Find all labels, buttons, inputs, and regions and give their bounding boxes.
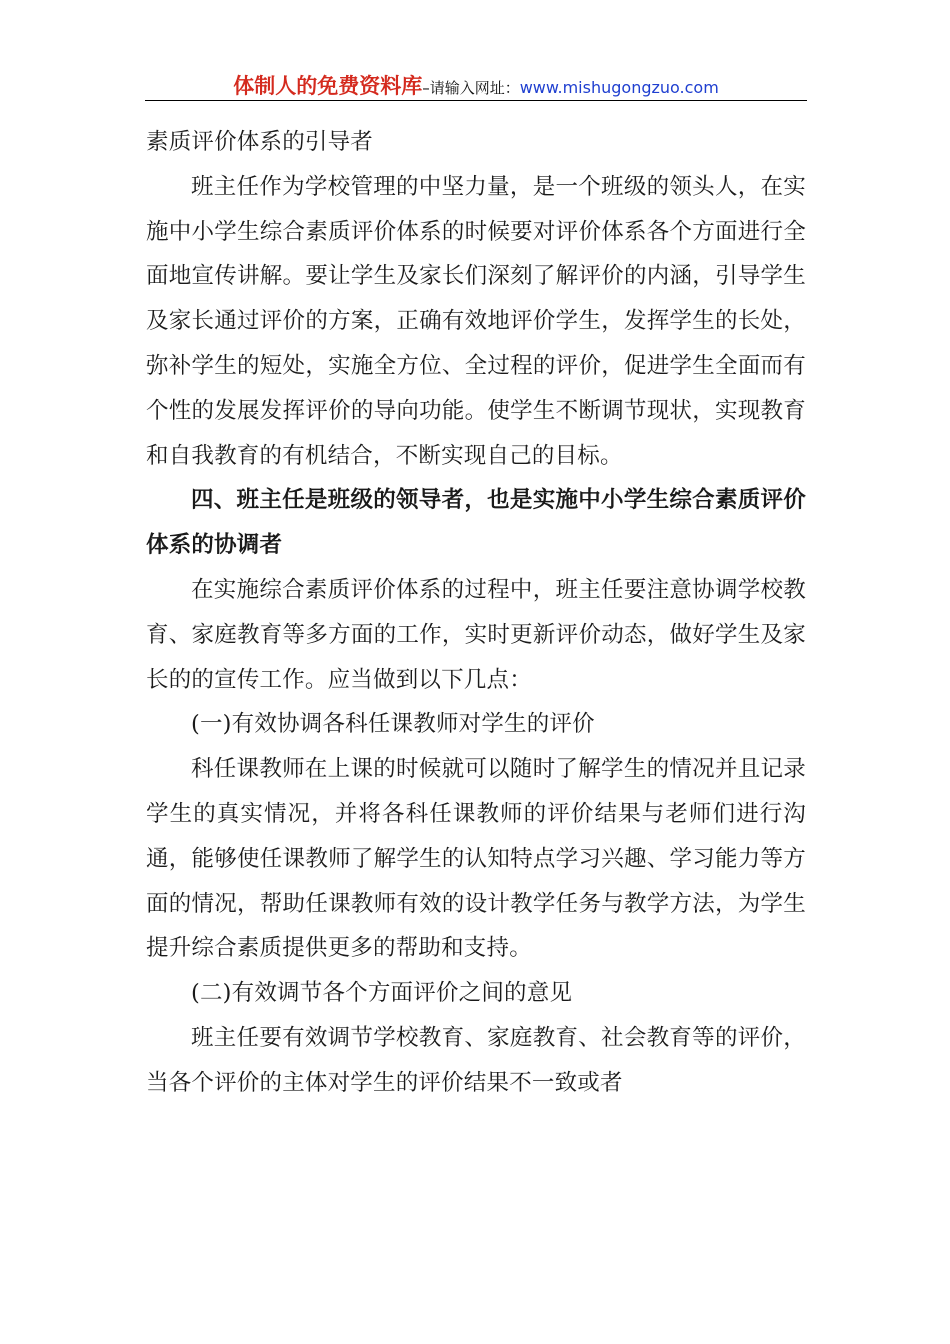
- section-heading: 四、班主任是班级的领导者，也是实施中小学生综合素质评价体系的协调者: [146, 487, 806, 559]
- url-prompt: –请输入网址：: [422, 79, 520, 97]
- document-body: [146, 120, 806, 1106]
- sub-heading: (一)有效协调各科任课教师对学生的评价: [191, 711, 595, 738]
- body-paragraph: 班主任要有效调节学校教育、家庭教育、社会教育等的评价，当各个评价的主体对学生的评价结果不一致或者: [146, 1024, 806, 1096]
- page-header: [145, 70, 807, 101]
- site-url-link[interactable]: www.mishugongzuo.com: [519, 78, 719, 97]
- body-paragraph: 在实施综合素质评价体系的过程中，班主任要注意协调学校教育、家庭教育等多方面的工作，实时更新评价动态，做好学生及家长的的宣传工作。应当做到以下几点：: [146, 576, 806, 693]
- section-heading-continuation: 素质评价体系的引导者: [146, 129, 374, 155]
- body-paragraph: 班主任作为学校管理的中坚力量，是一个班级的领头人，在实施中小学生综合素质评价体系的时候要对评价体系各个方面进行全面地宣传讲解。要让学生及家长们深刻了解评价的内涵，引导学生及家长通过评价的方案，正确有效地评价学生，发挥学生的长处，弥补学生的短处，实施全方位、全过程的评价，促进学生全面而有个性的发展发挥评价的导向功能。使学生不断调节现状，实现教育和自我教育的有机结合，不断实现自己的目标。: [146, 173, 806, 469]
- sub-heading: (二)有效调节各个方面评价之间的意见: [191, 980, 573, 1007]
- body-paragraph: 科任课教师在上课的时候就可以随时了解学生的情况并且记录学生的真实情况，并将各科任课教师的评价结果与老师们进行沟通，能够使任课教师了解学生的认知特点学习兴趣、学习能力等方面的情况，帮助任课教师有效的设计教学任务与教学方法，为学生提升综合素质提供更多的帮助和支持。: [146, 756, 806, 962]
- brand-title: 体制人的免费资料库: [233, 74, 423, 98]
